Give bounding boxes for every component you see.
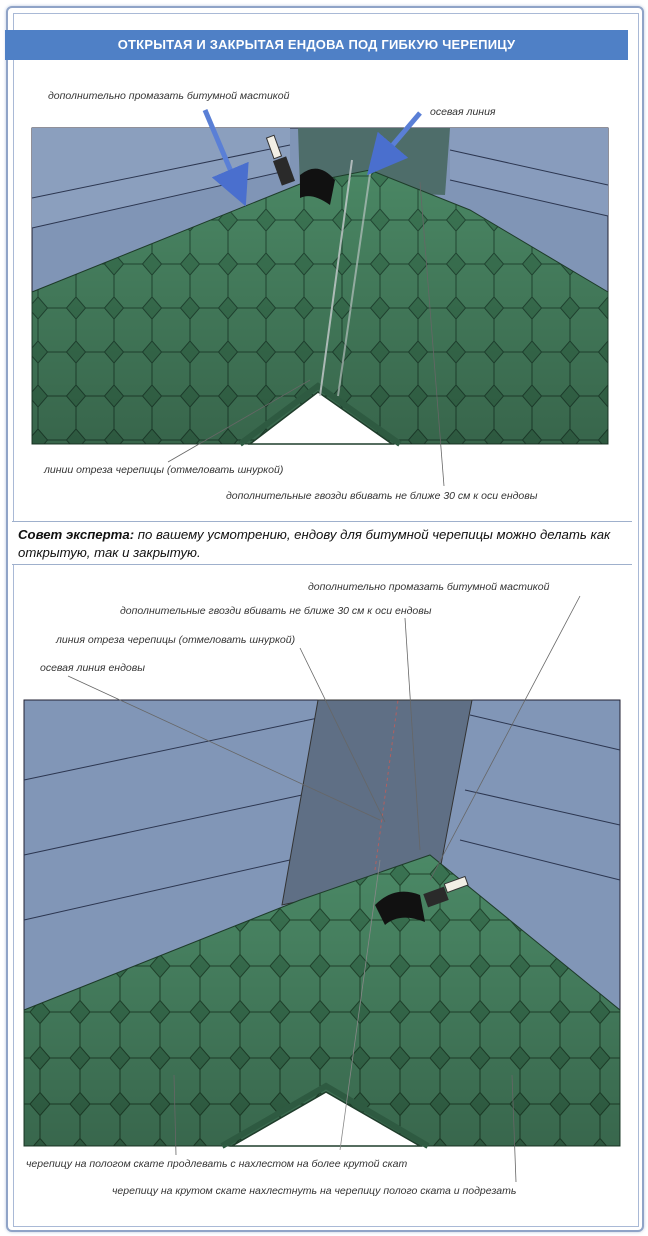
label-steep-slope: черепицу на крутом скате нахлестнуть на черепицу полого ската и подрезать bbox=[112, 1185, 517, 1197]
tip-label: Совет эксперта: bbox=[18, 527, 135, 542]
label-mastic-1: дополнительно промазать битумной мастикой bbox=[48, 90, 290, 102]
label-mastic-2: дополнительно промазать битумной мастикой bbox=[308, 581, 550, 593]
label-nails-2: дополнительные гвозди вбивать не ближе 30 см к оси ендовы bbox=[120, 605, 432, 617]
page-title: ОТКРЫТАЯ И ЗАКРЫТАЯ ЕНДОВА ПОД ГИБКУЮ ЧЕРЕПИЦУ bbox=[5, 30, 628, 60]
diagram-closed-valley bbox=[24, 596, 620, 1182]
label-nails-1: дополнительные гвозди вбивать не ближе 30 см к оси ендовы bbox=[226, 490, 538, 502]
label-axis-2: осевая линия ендовы bbox=[40, 662, 145, 674]
label-cut-line-2: линия отреза черепицы (отмеловать шнуркой) bbox=[56, 634, 296, 646]
label-axis-1: осевая линия bbox=[430, 106, 496, 118]
diagram-open-valley bbox=[32, 110, 608, 486]
tip-text: по вашему усмотрению, ендову для битумной черепицы можно делать как открытую, так и закрытую. bbox=[18, 527, 611, 560]
label-gentle-slope: черепицу на пологом скате продлевать с нахлестом на более крутой скат bbox=[26, 1158, 408, 1170]
expert-tip bbox=[12, 521, 632, 565]
label-cut-lines-1: линии отреза черепицы (отмеловать шнуркой) bbox=[44, 464, 284, 476]
